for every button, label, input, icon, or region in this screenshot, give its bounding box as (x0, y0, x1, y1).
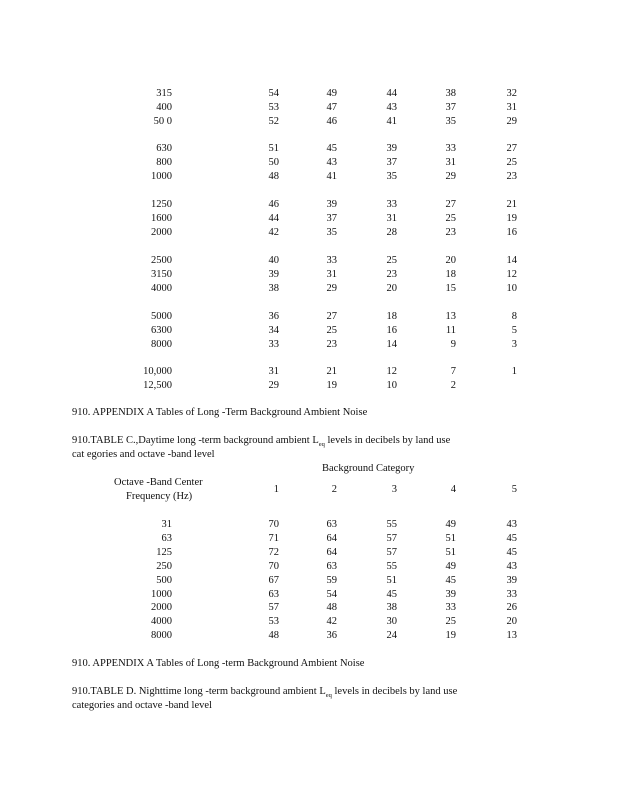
category-1: 1 (273, 484, 279, 495)
level-cell: 37 (386, 157, 397, 168)
level-cell: 39 (445, 588, 456, 600)
frequency-cell: 63 (161, 532, 172, 544)
table-row (0, 226, 618, 239)
table-row (0, 379, 618, 392)
level-cell: 71 (268, 532, 279, 544)
table-row (0, 87, 618, 100)
level-cell: 33 (326, 255, 337, 266)
level-cell: 67 (268, 574, 279, 586)
level-cell: 55 (386, 519, 397, 530)
level-cell: 37 (445, 102, 456, 113)
level-cell: 53 (268, 616, 279, 628)
level-cell: 57 (386, 532, 397, 544)
level-cell: 20 (506, 616, 517, 628)
level-cell: 14 (506, 255, 517, 266)
level-cell: 33 (445, 143, 456, 154)
level-cell: 19 (506, 213, 517, 224)
category-2: 2 (331, 484, 337, 495)
level-cell: 33 (268, 339, 279, 350)
level-cell: 28 (386, 227, 397, 238)
level-cell: 25 (506, 157, 517, 168)
category-3: 3 (391, 484, 397, 495)
table-row (0, 601, 618, 614)
level-cell: 5 (511, 325, 517, 336)
level-cell: 50 (268, 157, 279, 168)
table-row (0, 156, 618, 169)
level-cell: 19 (445, 630, 456, 642)
level-cell: 45 (445, 574, 456, 586)
table-row (0, 282, 618, 295)
table-c-caption-subscript: eq (318, 441, 325, 449)
level-cell: 51 (268, 143, 279, 154)
level-cell: 51 (386, 574, 397, 586)
level-cell: 39 (326, 199, 337, 210)
octave-band-header-line1: Octave -Band Center (114, 477, 203, 488)
level-cell: 34 (268, 325, 279, 336)
frequency-cell: 800 (156, 157, 172, 168)
level-cell: 41 (326, 171, 337, 182)
table-row (0, 629, 618, 642)
table-row (0, 170, 618, 183)
level-cell: 52 (268, 116, 279, 127)
frequency-cell: 2000 (151, 227, 172, 238)
level-cell: 21 (326, 366, 337, 377)
frequency-cell: 5000 (151, 311, 172, 322)
level-cell: 54 (268, 88, 279, 99)
level-cell: 54 (326, 588, 337, 600)
frequency-cell: 250 (156, 560, 172, 572)
category-4: 4 (450, 484, 456, 495)
table-row (0, 198, 618, 211)
frequency-cell: 125 (156, 546, 172, 558)
level-cell: 33 (386, 199, 397, 210)
level-cell: 48 (326, 602, 337, 614)
level-cell: 36 (326, 630, 337, 642)
frequency-cell: 2000 (151, 602, 172, 614)
table-row (0, 365, 618, 378)
background-category-header: Background Category (322, 463, 415, 474)
frequency-cell: 6300 (151, 325, 172, 336)
level-cell: 72 (268, 546, 279, 558)
level-cell: 35 (445, 116, 456, 127)
section-heading-1: 910. APPENDIX A Tables of Long -Term Background Ambient Noise (72, 407, 368, 418)
level-cell: 12 (386, 366, 397, 377)
frequency-cell: 1000 (151, 588, 172, 600)
table-d-caption-text-a: 910.TABLE D. Nighttime long -term background ambient L (72, 686, 326, 697)
frequency-cell: 31 (161, 519, 172, 530)
frequency-cell: 4000 (151, 616, 172, 628)
level-cell: 27 (506, 143, 517, 154)
level-cell: 38 (386, 602, 397, 614)
level-cell: 64 (326, 532, 337, 544)
frequency-cell: 8000 (151, 630, 172, 642)
table-row (0, 324, 618, 337)
level-cell: 39 (386, 143, 397, 154)
level-cell: 18 (445, 269, 456, 280)
level-cell: 39 (268, 269, 279, 280)
table-c-caption-line2: cat egories and octave -band level (72, 449, 215, 460)
level-cell: 42 (326, 616, 337, 628)
frequency-cell: 3150 (151, 269, 172, 280)
level-cell: 44 (386, 88, 397, 99)
level-cell: 1 (511, 366, 517, 377)
level-cell: 57 (268, 602, 279, 614)
level-cell: 45 (326, 143, 337, 154)
table-d-caption-subscript: eq (325, 692, 332, 700)
level-cell: 7 (450, 366, 456, 377)
level-cell: 46 (326, 116, 337, 127)
level-cell: 20 (445, 255, 456, 266)
table-c-caption-text-b: levels in decibels by land use (324, 435, 451, 446)
level-cell: 11 (445, 325, 456, 336)
level-cell: 44 (268, 213, 279, 224)
level-cell: 48 (268, 630, 279, 642)
frequency-cell: 1250 (151, 199, 172, 210)
level-cell: 12 (506, 269, 517, 280)
table-c-caption-text-a: 910.TABLE C.,Daytime long -term background ambient L (72, 435, 319, 446)
level-cell: 19 (326, 380, 337, 391)
level-cell: 18 (386, 311, 397, 322)
frequency-cell: 315 (156, 88, 172, 99)
table-row (0, 268, 618, 281)
level-cell: 48 (268, 171, 279, 182)
level-cell: 24 (386, 630, 397, 642)
category-number-row (0, 483, 618, 496)
level-cell: 9 (450, 339, 456, 350)
level-cell: 27 (326, 311, 337, 322)
table-row (0, 518, 618, 531)
table-row (0, 115, 618, 128)
table-row (0, 310, 618, 323)
level-cell: 35 (326, 227, 337, 238)
level-cell: 45 (506, 546, 517, 558)
level-cell: 23 (506, 171, 517, 182)
level-cell: 37 (326, 213, 337, 224)
level-cell: 53 (268, 102, 279, 113)
level-cell: 59 (326, 574, 337, 586)
level-cell: 63 (326, 560, 337, 572)
table-row (0, 212, 618, 225)
level-cell: 31 (506, 102, 517, 113)
level-cell: 29 (445, 171, 456, 182)
table-row (0, 588, 618, 601)
frequency-cell: 10,000 (143, 366, 172, 377)
category-5: 5 (511, 484, 517, 495)
frequency-cell: 8000 (151, 339, 172, 350)
level-cell: 23 (445, 227, 456, 238)
level-cell: 25 (326, 325, 337, 336)
level-cell: 45 (506, 532, 517, 544)
level-cell: 31 (445, 157, 456, 168)
level-cell: 45 (386, 588, 397, 600)
level-cell: 30 (386, 616, 397, 628)
level-cell: 25 (386, 255, 397, 266)
level-cell: 29 (268, 380, 279, 391)
table-d-caption-line2: categories and octave -band level (72, 700, 212, 711)
level-cell: 26 (506, 602, 517, 614)
level-cell: 49 (445, 560, 456, 572)
level-cell: 31 (386, 213, 397, 224)
frequency-cell: 400 (156, 102, 172, 113)
level-cell: 42 (268, 227, 279, 238)
level-cell: 33 (445, 602, 456, 614)
level-cell: 63 (326, 519, 337, 530)
table-row (0, 254, 618, 267)
level-cell: 2 (450, 380, 456, 391)
section-heading-2: 910. APPENDIX A Tables of Long -term Background Ambient Noise (72, 658, 365, 669)
level-cell: 27 (445, 199, 456, 210)
level-cell: 47 (326, 102, 337, 113)
level-cell: 32 (506, 88, 517, 99)
table-row (0, 615, 618, 628)
level-cell: 43 (386, 102, 397, 113)
level-cell: 43 (506, 560, 517, 572)
level-cell: 70 (268, 519, 279, 530)
level-cell: 13 (445, 311, 456, 322)
level-cell: 64 (326, 546, 337, 558)
level-cell: 31 (268, 366, 279, 377)
level-cell: 41 (386, 116, 397, 127)
level-cell: 14 (386, 339, 397, 350)
level-cell: 38 (445, 88, 456, 99)
frequency-cell: 1600 (151, 213, 172, 224)
level-cell: 63 (268, 588, 279, 600)
frequency-cell: 4000 (151, 283, 172, 294)
level-cell: 25 (445, 616, 456, 628)
level-cell: 29 (506, 116, 517, 127)
level-cell: 15 (445, 283, 456, 294)
level-cell: 10 (386, 380, 397, 391)
level-cell: 29 (326, 283, 337, 294)
table-row (0, 546, 618, 559)
level-cell: 16 (506, 227, 517, 238)
frequency-cell: 12,500 (143, 380, 172, 391)
table-row (0, 101, 618, 114)
level-cell: 36 (268, 311, 279, 322)
level-cell: 43 (326, 157, 337, 168)
frequency-cell: 630 (156, 143, 172, 154)
level-cell: 39 (506, 574, 517, 586)
frequency-cell: 2500 (151, 255, 172, 266)
level-cell: 43 (506, 519, 517, 530)
level-cell: 46 (268, 199, 279, 210)
frequency-cell: 50 0 (153, 116, 172, 127)
frequency-cell: 500 (156, 574, 172, 586)
level-cell: 35 (386, 171, 397, 182)
table-row (0, 142, 618, 155)
level-cell: 57 (386, 546, 397, 558)
level-cell: 13 (506, 630, 517, 642)
level-cell: 38 (268, 283, 279, 294)
level-cell: 3 (511, 339, 517, 350)
table-row (0, 574, 618, 587)
frequency-cell: 1000 (151, 171, 172, 182)
level-cell: 16 (386, 325, 397, 336)
table-row (0, 532, 618, 545)
level-cell: 33 (506, 588, 517, 600)
level-cell: 21 (506, 199, 517, 210)
level-cell: 25 (445, 213, 456, 224)
level-cell: 23 (326, 339, 337, 350)
table-row (0, 560, 618, 573)
level-cell: 51 (445, 546, 456, 558)
level-cell: 10 (506, 283, 517, 294)
level-cell: 51 (445, 532, 456, 544)
level-cell: 31 (326, 269, 337, 280)
level-cell: 55 (386, 560, 397, 572)
level-cell: 20 (386, 283, 397, 294)
level-cell: 40 (268, 255, 279, 266)
level-cell: 70 (268, 560, 279, 572)
table-d-caption-text-b: levels in decibels by land use (331, 686, 458, 697)
level-cell: 49 (326, 88, 337, 99)
table-row (0, 338, 618, 351)
level-cell: 23 (386, 269, 397, 280)
octave-band-header-line2: Frequency (Hz) (126, 491, 193, 502)
level-cell: 49 (445, 519, 456, 530)
level-cell: 8 (511, 311, 517, 322)
